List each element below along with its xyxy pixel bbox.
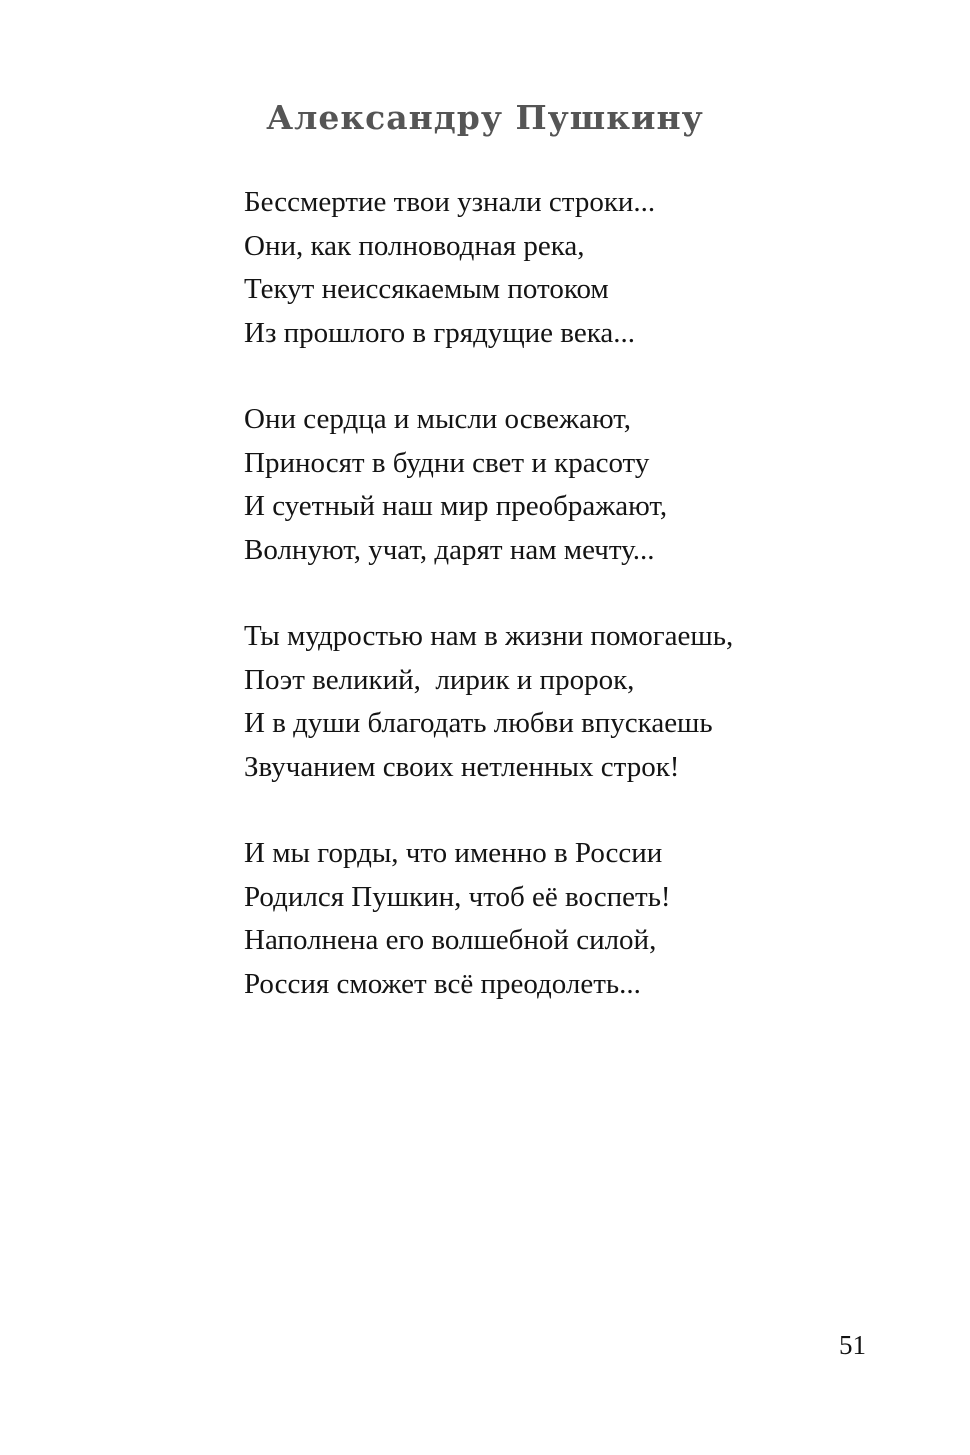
poem-line: Россия сможет всё преодолеть...: [244, 967, 641, 1000]
stanza-1: [244, 181, 884, 355]
poem-title: Александру Пушкину: [266, 98, 704, 137]
stanza-3: [244, 615, 884, 789]
poem-line: Волнуют, учат, дарят нам мечту...: [244, 533, 655, 566]
poem-line: И в души благодать любви впускаешь: [244, 707, 713, 739]
poem-line: Они сердца и мысли освежают,: [244, 403, 631, 435]
stanza-2: [244, 398, 884, 572]
poem-line: Из прошлого в грядущие века...: [244, 316, 635, 349]
poem-line: Родился Пушкин, чтоб её воспеть!: [244, 880, 671, 913]
poem-line: Наполнена его волшебной силой,: [244, 924, 657, 956]
poem-line: И мы горды, что именно в России: [244, 837, 663, 869]
poem-body: [244, 181, 884, 1049]
poem-line: Бессмертие твои узнали строки...: [244, 186, 656, 218]
poem-line: Поэт великий, лирик и пророк,: [244, 663, 635, 696]
page-number: 51: [839, 1330, 866, 1360]
stanza-4: [244, 832, 884, 1006]
poem-line: Текут неиссякаемым потоком: [244, 273, 609, 305]
poem-line: Звучанием своих нетленных строк!: [244, 750, 680, 783]
poem-line: Они, как полноводная река,: [244, 229, 585, 262]
poem-line: И суетный наш мир преображают,: [244, 490, 668, 522]
poem-line: Приносят в будни свет и красоту: [244, 446, 650, 479]
poem-line: Ты мудростью нам в жизни помогаешь,: [244, 620, 734, 652]
